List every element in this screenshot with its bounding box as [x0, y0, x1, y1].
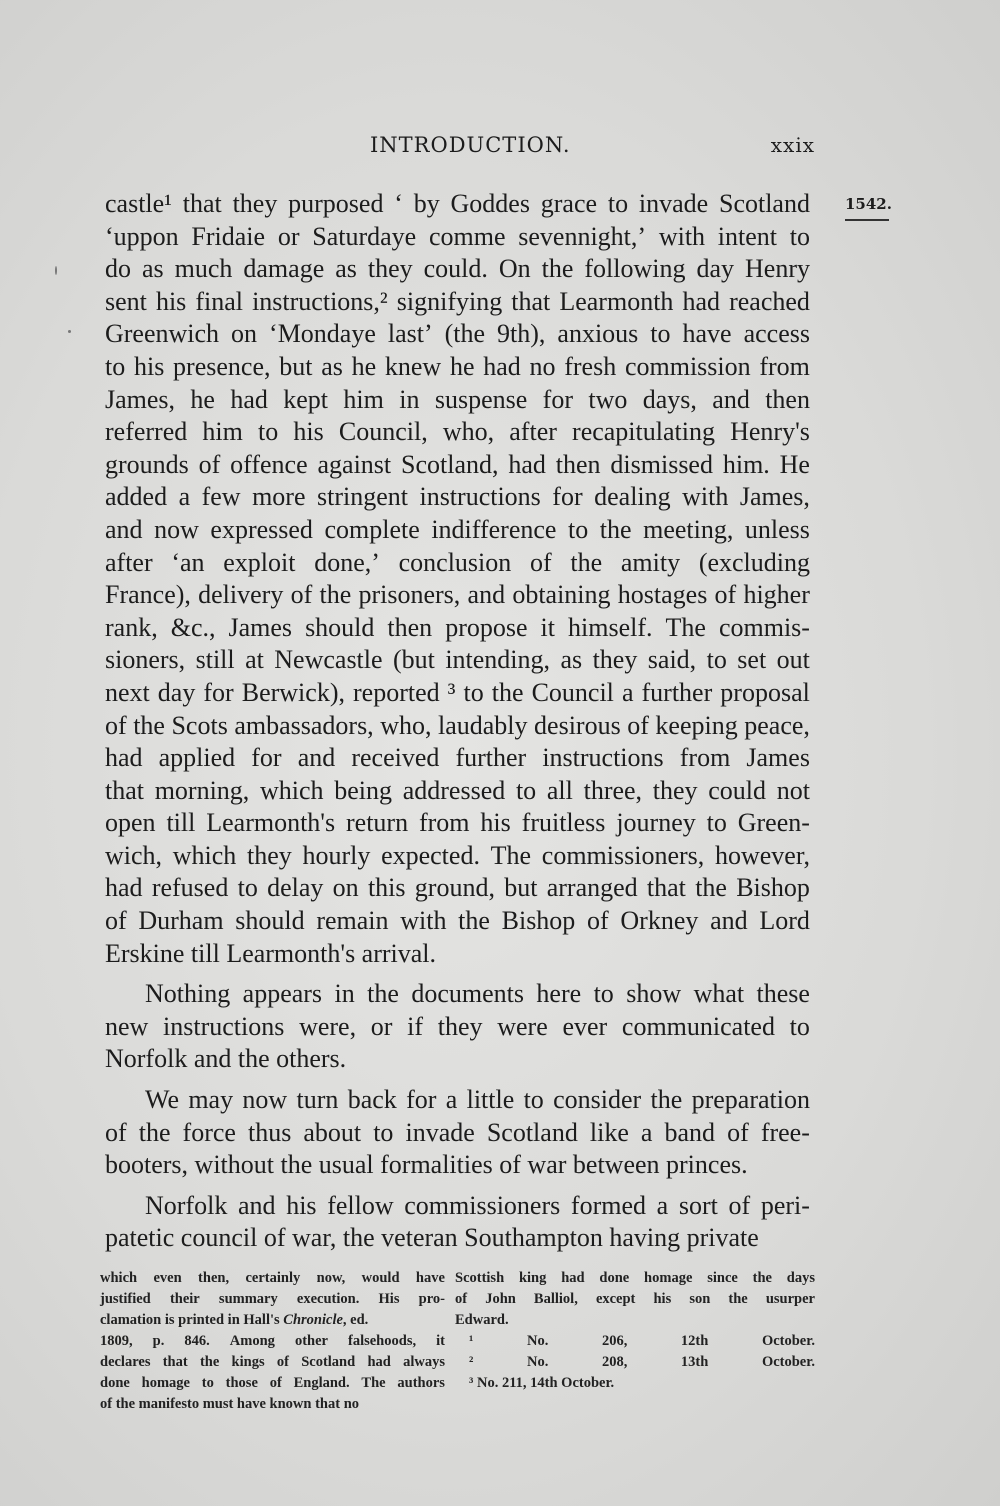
- footnotes-left-column: [100, 1268, 445, 1415]
- text-line: added a few more stringent instructions for dealing with James,: [105, 482, 810, 512]
- text-line: castle¹ that they purposed ‘ by Goddes grace to invade Scotland: [105, 189, 810, 218]
- text-line: open till Learmonth's return from his fruitless journey to Green-: [105, 808, 810, 838]
- margin-year-note: 1542.: [845, 195, 889, 221]
- text-line: of the force thus about to invade Scotland like a band of free-: [105, 1117, 810, 1147]
- text-line: had applied for and received further instructions from James: [105, 743, 810, 773]
- text-line: Greenwich on ‘Mondaye last’ (the 9th), anxious to have access: [105, 319, 810, 349]
- text-line: 1809, p. 846. Among other falsehoods, it: [100, 1333, 445, 1349]
- text-line: Norfolk and his fellow commissioners formed a sort of peri-: [145, 1190, 810, 1220]
- text-line: France), delivery of the prisoners, and obtaining hostages of higher: [105, 580, 810, 610]
- text-line: of the manifesto must have known that no: [100, 1396, 360, 1412]
- page-number: xxix: [770, 133, 815, 157]
- text-line: rank, &c., James should then propose it himself. The commis-: [105, 612, 810, 642]
- text-line: do as much damage as they could. On the following day Henry: [105, 254, 810, 284]
- text-line: patetic council of war, the veteran Southampton having private: [105, 1223, 759, 1253]
- text-line: to his presence, but as he knew he had no fresh commission from: [105, 351, 810, 381]
- text-line: of Durham should remain with the Bishop of Orkney and Lord: [105, 906, 810, 936]
- paragraph-4: [105, 1190, 810, 1255]
- text-line: after ‘an exploit done,’ conclusion of the amity (excluding: [105, 547, 810, 577]
- text-line: ² No. 208, 13th October.: [469, 1354, 815, 1370]
- text-line: declares that the kings of Scotland had always: [100, 1354, 445, 1370]
- text-line: of the Scots ambassadors, who, laudably desirous of keeping peace,: [105, 710, 810, 740]
- running-title: INTRODUCTION.: [370, 133, 571, 157]
- text-line: ‘uppon Fridaie or Saturdaye comme sevennight,’ with intent to: [105, 221, 810, 251]
- body-text: [105, 188, 810, 1255]
- text-line: ¹ No. 206, 12th October.: [469, 1333, 815, 1349]
- text-line: of John Balliol, except his son the usurper: [455, 1291, 815, 1307]
- page-header: [105, 133, 815, 163]
- text-line: Erskine till Learmonth's arrival.: [105, 938, 437, 968]
- text-line: new instructions were, or if they were ever communicated to: [105, 1011, 810, 1041]
- text-line: sioners, still at Newcastle (but intending, as they said, to set out: [105, 645, 810, 675]
- text-line: had refused to delay on this ground, but arranged that the Bishop: [105, 873, 810, 903]
- text-line: James, he had kept him in suspense for two days, and then: [105, 384, 810, 414]
- text-line: Nothing appears in the documents here to show what these: [145, 979, 810, 1009]
- text-line: grounds of offence against Scotland, had then dismissed him. He: [105, 449, 810, 479]
- text-line: We may now turn back for a little to consider the preparation: [145, 1085, 810, 1115]
- text-line: wich, which they hourly expected. The commissioners, however,: [105, 840, 810, 870]
- text-line: and now expressed complete indifference to the meeting, unless: [105, 514, 810, 544]
- paragraph-3: [105, 1084, 810, 1182]
- text-line: justified their summary execution. His pro-: [100, 1291, 445, 1307]
- text-line: booters, without the usual formalities of war between princes.: [105, 1150, 748, 1180]
- text-line: which even then, certainly now, would have: [100, 1270, 445, 1286]
- text-line: referred him to his Council, who, after recapitulating Henry's: [105, 417, 810, 447]
- margin-speck: [68, 330, 71, 333]
- text-line: next day for Berwick), reported ³ to the Council a further proposal: [105, 677, 810, 707]
- text-line: Edward.: [455, 1312, 509, 1328]
- text-line: that morning, which being addressed to all three, they could not: [105, 775, 810, 805]
- paragraph-1: [105, 188, 810, 970]
- footnotes-right-column: [455, 1268, 815, 1394]
- paragraph-2: [105, 978, 810, 1076]
- text-line: sent his final instructions,² signifying that Learmonth had reached: [105, 286, 810, 316]
- text-line: done homage to those of England. The authors: [100, 1375, 445, 1391]
- text-line: ³ No. 211, 14th October.: [469, 1375, 615, 1391]
- margin-speck: [55, 266, 57, 275]
- text-line: Scottish king had done homage since the days: [455, 1270, 815, 1286]
- text-line: Norfolk and the others.: [105, 1044, 347, 1074]
- text-line: clamation is printed in Hall's Chronicle , ed.: [100, 1312, 369, 1328]
